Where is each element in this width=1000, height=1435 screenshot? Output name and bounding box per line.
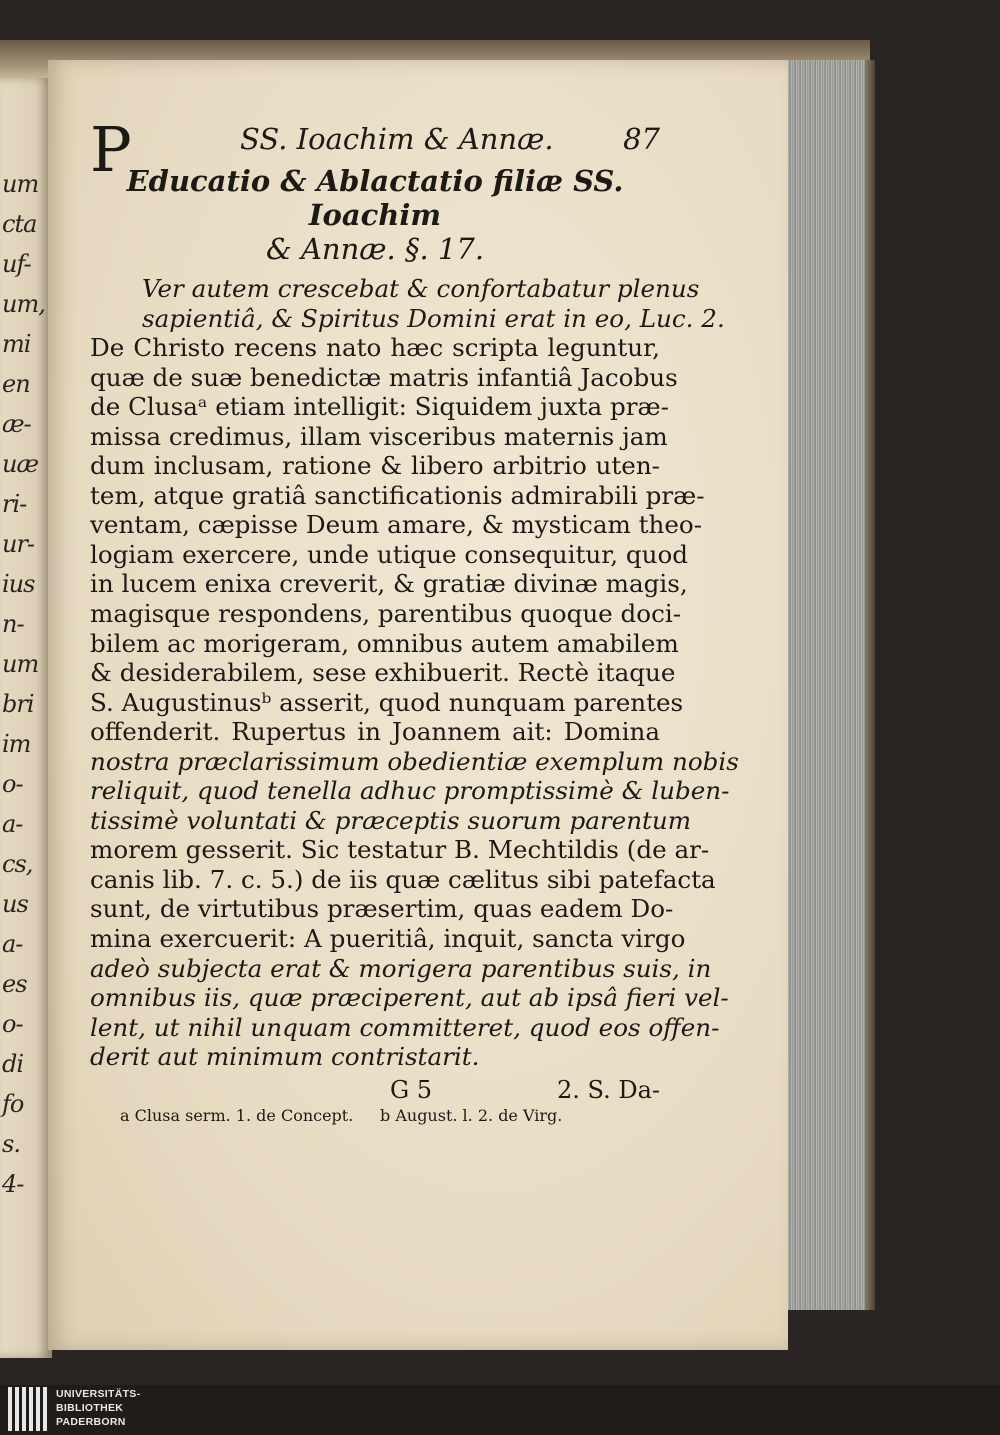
text-line: De Christo recens nato hæc scripta leguntur,	[90, 333, 660, 363]
left-page-text-fragment: fo	[2, 1090, 24, 1118]
left-page-text-fragment: um	[2, 170, 39, 198]
signature-mark: G 5	[390, 1075, 433, 1104]
text-line: ventam, cæpisse Deum amare, & mysticam theo-	[90, 510, 703, 540]
text-line: quæ de suæ benedictæ matris infantiâ Jacobus	[90, 362, 678, 392]
page-text	[90, 113, 739, 1132]
left-page-text-fragment: o-	[2, 770, 23, 798]
logo-bar	[29, 1387, 33, 1431]
left-page-text-fragment: cta	[2, 210, 37, 238]
text-line: dum inclusam, ratione & libero arbitrio uten-	[90, 451, 660, 481]
page-number: 87	[623, 122, 660, 156]
left-page-text-fragment: n-	[2, 610, 24, 638]
page-foot	[90, 1076, 660, 1106]
running-head	[90, 118, 660, 164]
text-line: sapientiâ, & Spiritus Domini erat in eo, Luc. 2.	[142, 303, 725, 333]
left-page-text-fragment: 4-	[2, 1170, 24, 1198]
logo-bar	[36, 1387, 40, 1431]
left-page-text-fragment: es	[2, 970, 27, 998]
left-page-text-fragment: di	[2, 1050, 24, 1078]
left-page-text-fragment: o-	[2, 1010, 23, 1038]
logo-bar	[15, 1387, 19, 1431]
text-line: morem gesserit. Sic testatur B. Mechtildis (de ar-	[90, 835, 710, 865]
left-page-text-fragment: uf-	[2, 250, 31, 278]
logo-bar	[22, 1387, 26, 1431]
text-line: & desiderabilem, sese exhibuerit. Rectè itaque	[90, 658, 676, 688]
catchword: 2. S. Da-	[556, 1075, 660, 1104]
text-line: omnibus iis, quæ præciperent, aut ab ipsâ fieri vel-	[90, 983, 729, 1013]
left-page-text-fragment: a-	[2, 810, 23, 838]
text-line: missa credimus, illam visceribus maternis jam	[90, 421, 668, 451]
left-page-text-fragment: um	[2, 650, 39, 678]
text-line: Ver autem crescebat & confortabatur plenus	[142, 274, 700, 303]
left-page-text-fragment: uæ	[2, 450, 39, 478]
footnote-a: a Clusa serm. 1. de Concept.	[120, 1105, 354, 1125]
left-page-text-fragment: us	[2, 890, 28, 918]
left-page-text-fragment: mi	[2, 330, 31, 358]
text-line: sunt, de virtutibus præsertim, quas eadem Do-	[90, 894, 674, 924]
text-line: tissimè voluntati & præceptis suorum parentum	[90, 805, 692, 835]
left-page-text-fragment: æ-	[2, 410, 31, 438]
text-line: magisque respondens, parentibus quoque doci-	[90, 599, 682, 629]
left-page-text-fragment: ur-	[2, 530, 35, 558]
left-page-text-fragment: um,	[2, 290, 45, 318]
left-page-fragment	[0, 78, 52, 1358]
running-head-title: SS. Ioachim & Annæ.	[240, 122, 554, 156]
footnotes	[90, 1106, 660, 1132]
text-line: logiam exercere, unde utique consequitur, quod	[90, 539, 689, 569]
text-line: canis lib. 7. c. 5.) de iis quæ cælitus sibi patefacta	[90, 864, 716, 894]
text-line: mina exercuerit: A pueritiâ, inquit, sancta virgo	[90, 924, 686, 954]
text-line: lent, ut nihil unquam committeret, quod eos offen-	[90, 1012, 720, 1042]
text-line: reliquit, quod tenella adhuc promptissimè & luben-	[90, 776, 730, 806]
left-page-text-fragment: s.	[2, 1130, 20, 1158]
logo-bar	[8, 1387, 12, 1431]
text-line: nostra præclarissimum obedientiæ exemplum nobis	[90, 746, 739, 776]
page-edges	[775, 60, 867, 1310]
drop-cap: P	[90, 113, 132, 186]
chapter-heading	[90, 164, 660, 266]
left-page-text-fragment: cs,	[2, 850, 33, 878]
left-page-text-fragment: im	[2, 730, 31, 758]
text-line: tem, atque gratiâ sanctificationis admirabili præ-	[90, 480, 705, 510]
text-line: in lucem enixa creverit, & gratiæ divinæ magis,	[90, 569, 688, 599]
heading-line-2: & Annæ. §. 17.	[265, 232, 485, 266]
logo-line-1: UNIVERSITÄTS-	[56, 1388, 141, 1400]
left-page-text-fragment: en	[2, 370, 30, 398]
text-line: de Clusaᵃ etiam intelligit: Siquidem juxta præ-	[90, 392, 669, 422]
text-line: adeò subjecta erat & morigera parentibus suis, in	[90, 953, 712, 983]
text-line: derit aut minimum contristarit.	[90, 1042, 480, 1072]
text-line: bilem ac morigeram, omnibus autem amabilem	[90, 628, 679, 658]
text-line: S. Augustinusᵇ asserit, quod nunquam parentes	[90, 687, 684, 717]
footnote-b: b August. l. 2. de Virg.	[380, 1105, 563, 1125]
library-logo-text	[56, 1387, 140, 1429]
heading-line-1: Educatio & Ablactatio filiæ SS. Ioachim	[126, 164, 624, 232]
logo-line-3: PADERBORN	[56, 1416, 126, 1428]
logo-line-2: BIBLIOTHEK	[56, 1402, 124, 1414]
logo-bar	[43, 1387, 47, 1431]
left-page-text-fragment: a-	[2, 930, 23, 958]
left-page-text-fragment: bri	[2, 690, 34, 718]
library-footer	[0, 1385, 1000, 1435]
left-page-text-fragment: ri-	[2, 490, 27, 518]
library-logo-icon	[8, 1387, 50, 1431]
text-line: offenderit. Rupertus in Joannem ait: Domina	[90, 717, 660, 747]
left-page-text-fragment: ius	[2, 570, 35, 598]
